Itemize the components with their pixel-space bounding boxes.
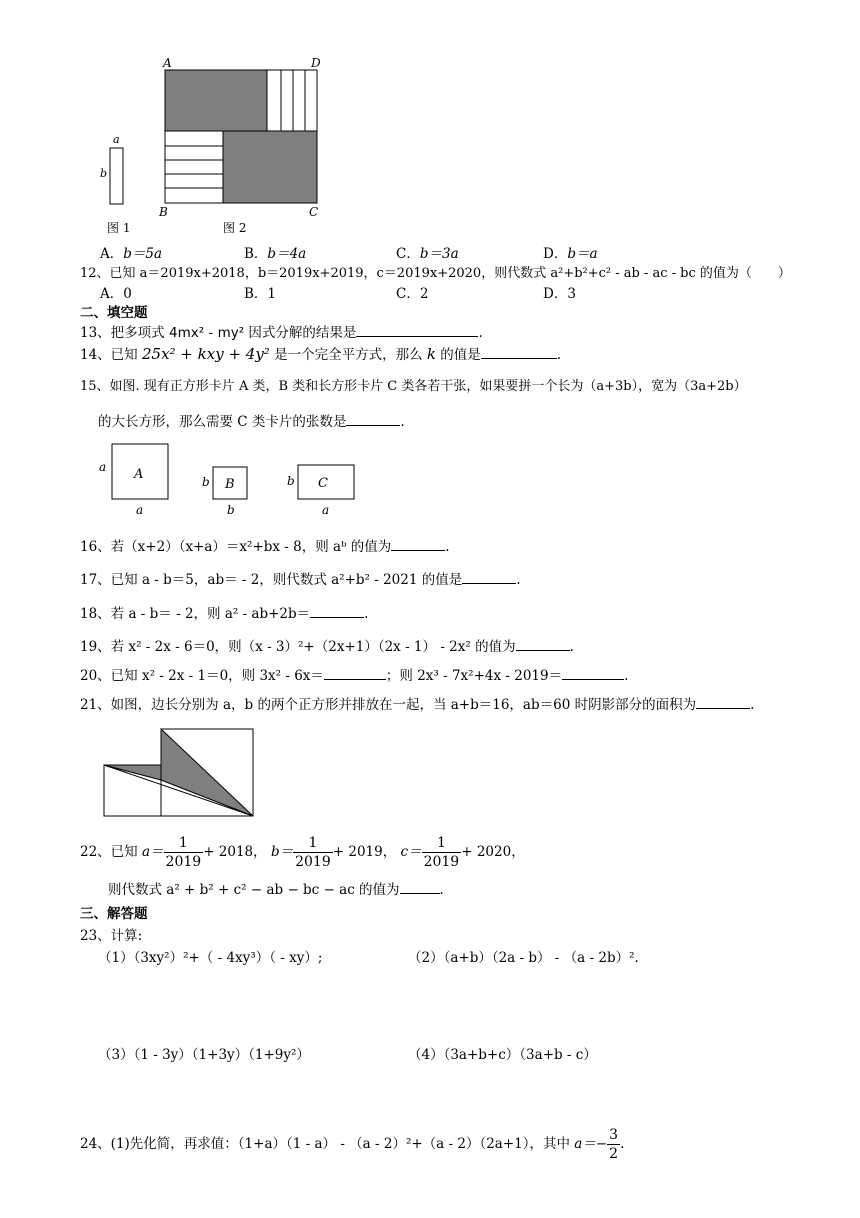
caption-fig1: 图 1 — [107, 221, 131, 235]
label-C: C — [309, 205, 319, 219]
q21: 21、如图，边长分别为 a，b 的两个正方形并排放在一起，当 a+b＝16，ab＝60 时阴影部分的面积为 . — [80, 697, 755, 713]
q23-part1: （1）（3xy²）²+（ - 4xy³）（ - xy）; — [98, 950, 323, 966]
q23-part4: （4）（3a+b+c）（3a+b - c） — [408, 1047, 597, 1063]
section-2-heading: 二、填空题 — [80, 305, 148, 321]
q23-part2: （2）（a+b）（2a - b） - （a - 2b）². — [408, 950, 639, 966]
q11-option-c: C．b＝3a — [396, 246, 459, 262]
label-b: b — [100, 167, 108, 180]
card-A-side: a — [99, 460, 107, 474]
q18: 18、若 a - b＝ - 2，则 a² - ab+2b＝ . — [80, 606, 369, 622]
q16: 16、若（x+2）（x+a）＝x²+bx - 8，则 aᵇ 的值为 . — [80, 539, 450, 555]
label-D: D — [311, 56, 321, 70]
card-C-side: b — [287, 474, 295, 488]
q12-text: 12、已知 a＝2019x+2018，b＝2019x+2019，c＝2019x+2020，则代数式 a²+b²+c² - ab - ac - bc 的值为（ ） — [80, 266, 791, 281]
figure-square-cards — [95, 52, 335, 238]
label-B: B — [159, 205, 168, 219]
label-A: A — [163, 56, 172, 70]
q11-option-d: D．b＝a — [543, 246, 598, 262]
q23-title: 23、计算: — [80, 928, 143, 944]
q12-option-c: C．2 — [396, 286, 429, 302]
card-B-side: b — [202, 475, 210, 489]
caption-fig2: 图 2 — [223, 221, 247, 235]
q22-line1: 22、已知 a＝ $\frac{1}{2019}$ + 2018， b＝ $\frac{1}{2019}$ + 2019， c＝ $\frac{1}{2019}$ + 2020， — [80, 835, 525, 870]
q13: 13、把多项式 4mx² - my² 因式分解的结果是 . — [80, 325, 483, 341]
card-B-label: B — [225, 477, 235, 492]
q17: 17、已知 a - b＝5，ab＝ - 2，则代数式 a²+b² - 2021 的值是 . — [80, 572, 521, 588]
q20: 20、已知 x² - 2x - 1＝0，则 3x² - 6x＝ ；则 2x³ - 7x²+4x - 2019＝ . — [80, 668, 629, 684]
card-B-bottom: b — [227, 503, 235, 517]
q12-option-b: B．1 — [244, 286, 277, 302]
card-A-bottom: a — [136, 503, 144, 517]
q19: 19、若 x² - 2x - 6＝0，则（x - 3）²+（2x+1）（2x - 1） - 2x² 的值为 . — [80, 639, 574, 655]
q11-option-a: A．b＝5a — [100, 246, 163, 262]
label-a: a — [113, 133, 120, 146]
q22-line2: 则代数式 a² + b² + c² − ab − bc − ac 的值为 . — [108, 882, 444, 898]
q14: 14、已知 25x² + kxy + 4y² 是一个完全平方式，那么 k 的值是 . — [80, 345, 562, 363]
q11-option-b: B．b＝4a — [244, 246, 307, 262]
section-3-heading: 三、解答题 — [80, 906, 148, 922]
q15-line2: 的大长方形，那么需要 C 类卡片的张数是 . — [98, 414, 405, 430]
q12-option-a: A．0 — [100, 286, 132, 302]
card-C-label: C — [318, 476, 328, 491]
figure-cards-abc — [95, 440, 365, 520]
card-C-bottom: a — [322, 503, 330, 517]
card-A-label: A — [134, 467, 144, 482]
q15-line1: 15、如图. 现有正方形卡片 A 类，B 类和长方形卡片 C 类各若干张，如果要拼一个长为（a+3b），宽为（3a+2b） — [80, 379, 747, 394]
q23-part3: （3）（1 - 3y）（1+3y）（1+9y²） — [98, 1047, 310, 1063]
q24: 24、(1)先化简，再求值：（1+a）（1 - a） - （a - 2）²+（a - 2）（2a+1），其中 a＝− $\frac{3}{2}$ . — [80, 1127, 625, 1162]
q12-option-d: D．3 — [543, 286, 576, 302]
figure-two-squares — [100, 726, 260, 821]
